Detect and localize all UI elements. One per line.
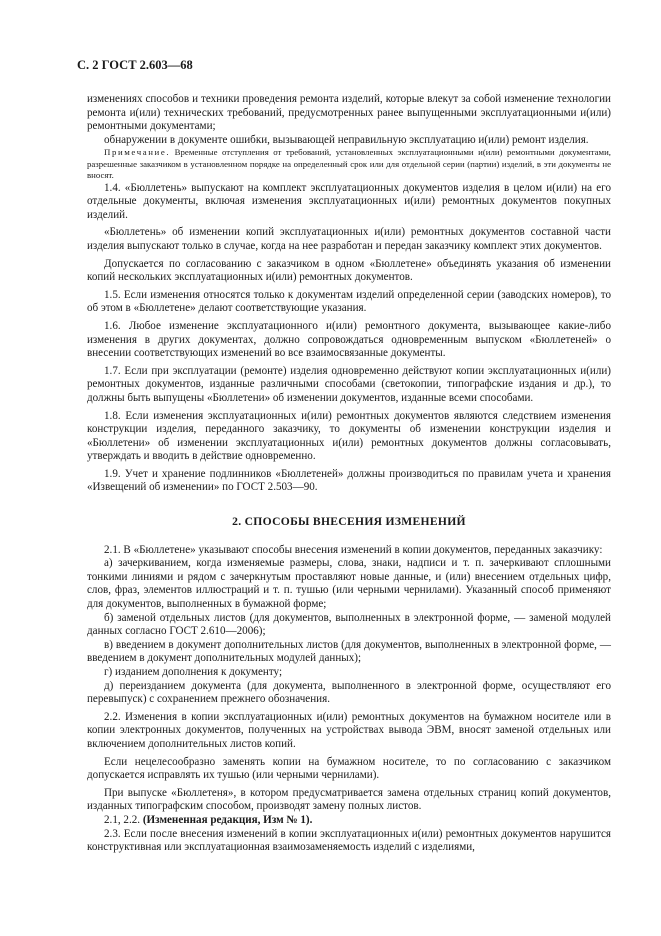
paragraph: 1.8. Если изменения эксплуатационных и(или) ремонтных документов являются следствием изменения конструкции изделия, переданного заказчику, то документы об изменении конструкции изделия и «Бюллетени» об изменении эксплуатационных и(или) ремонтных документов должны согласовывать, утверждать и вводить в действие одновременно. [87,409,611,463]
paragraph: обнаружении в документе ошибки, вызывающей неправильную эксплуатацию и(или) ремонт изделия. [104,133,589,146]
note-text: Временные отступления от требований, установленных эксплуатационными и(или) ремонтными документами, разрешенные заказчиком в установленном порядке на определенный срок или для отдельной серии (партии) изделий, в эти документы не вносят. [87,147,611,181]
list-item: б) заменой отдельных листов (для документов, выполненных в электронной форме, — заменой модулей данных согласно ГОСТ 2.610—2006); [87,611,611,638]
document-body [87,93,611,855]
paragraph: Если нецелесообразно заменять копии на бумажном носителе, то по согласованию с заказчиком допускается исправлять их тушью (или черными чернилами). [87,755,611,782]
paragraph: 2.3. Если после внесения изменений в копии эксплуатационных и(или) ремонтных документов нарушится конструктивная или эксплуатационная взаимозаменяемость изделий с изделиями, [87,827,611,854]
paragraph: 2.1. В «Бюллетене» указывают способы внесения изменений в копии документов, переданных заказчику: [104,543,603,556]
note-label: Примечание. [104,147,171,158]
paragraph: 2.2. Изменения в копии эксплуатационных и(или) ремонтных документов на бумажном носителе или в копии электронных документов, полученных на устройствах вывода ЭВМ, вносят заменой отдельных или включением дополнительных листов копий. [87,710,611,750]
list-item: а) зачеркиванием, когда изменяемые размеры, слова, знаки, надписи и т. п. зачеркивают сплошными тонкими линиями и рядом с зачеркнутым проставляют новые данные, и (или) внесением отдельных цифр, слов, фраз, элементов иллюстраций и т. п. тушью (или черными чернилами). Указанный способ применяют для документов, выполненных в бумажной форме; [87,557,611,611]
paragraph: 1.7. Если при эксплуатации (ремонте) изделия одновременно действуют копии эксплуатационных и(или) ремонтных документов, изданные различными способами (светокопии, типографские издания и др.), то должны быть выпущены «Бюллетени» об изменении документов, изданные всеми способами. [87,364,611,404]
page-header: С. 2 ГОСТ 2.603—68 [77,58,193,72]
paragraph: 1.4. «Бюллетень» выпускают на комплект эксплуатационных документов изделия в целом и(или) на его отдельные документы, включая изменения эксплуатационных и(или) ремонтных документов покупных изделий. [87,181,611,221]
list-item: д) переизданием документа (для документа, выполненного в электронной форме, осуществляют его перевыпуск) с сохранением прежнего обозначения. [87,679,611,706]
paragraph: 1.5. Если изменения относятся только к документам изделий определенной серии (заводских номеров), то об этом в «Бюллетене» делают соответствующие указания. [87,288,611,315]
paragraph: 1.9. Учет и хранение подлинников «Бюллетеней» должны производиться по правилам учета и хранения «Извещений об изменении» по ГОСТ 2.503—90. [87,467,611,494]
paragraph: Допускается по согласованию с заказчиком в одном «Бюллетене» объединять указания об изменении копий нескольких эксплуатационных и(или) ремонтных документов. [87,257,611,284]
note [87,147,611,181]
amendment-note [87,814,611,828]
paragraph: изменениях способов и техники проведения ремонта изделий, которые влекут за собой изменение технологии ремонта и(или) технических требований, предусмотренных ранее выпущенными эксплуатационными и(или) ремонтными документами; [87,93,611,133]
paragraph: «Бюллетень» об изменении копий эксплуатационных и(или) ремонтных документов составной части изделия выпускают только в случае, когда на нее разработан и передан заказчику комплект этих документов. [87,226,611,252]
list-item: в) введением в документ дополнительных листов (для документов, выполненных в электронной форме, — введением в документ дополнительных модулей данных); [87,638,611,665]
section-title: 2. СПОСОБЫ ВНЕСЕНИЯ ИЗМЕНЕНИЙ [232,515,466,529]
list-item: г) изданием дополнения к документу; [104,666,283,678]
paragraph: При выпуске «Бюллетеня», в котором предусматривается замена отдельных страниц копий документов, изданных типографским способом, производят замену полных листов. [87,786,611,813]
amendment-text: (Измененная редакция, Изм № 1). [142,813,313,826]
amendment-prefix: 2.1, 2.2. [104,813,143,826]
paragraph: 1.6. Любое изменение эксплуатационного и(или) ремонтного документа, вызывающее какие-либо изменения в других документах, должно сопровождаться одновременным выпуском «Бюллетеней» о внесении соответствующих изменений во все взаимосвязанные документы. [87,319,611,360]
